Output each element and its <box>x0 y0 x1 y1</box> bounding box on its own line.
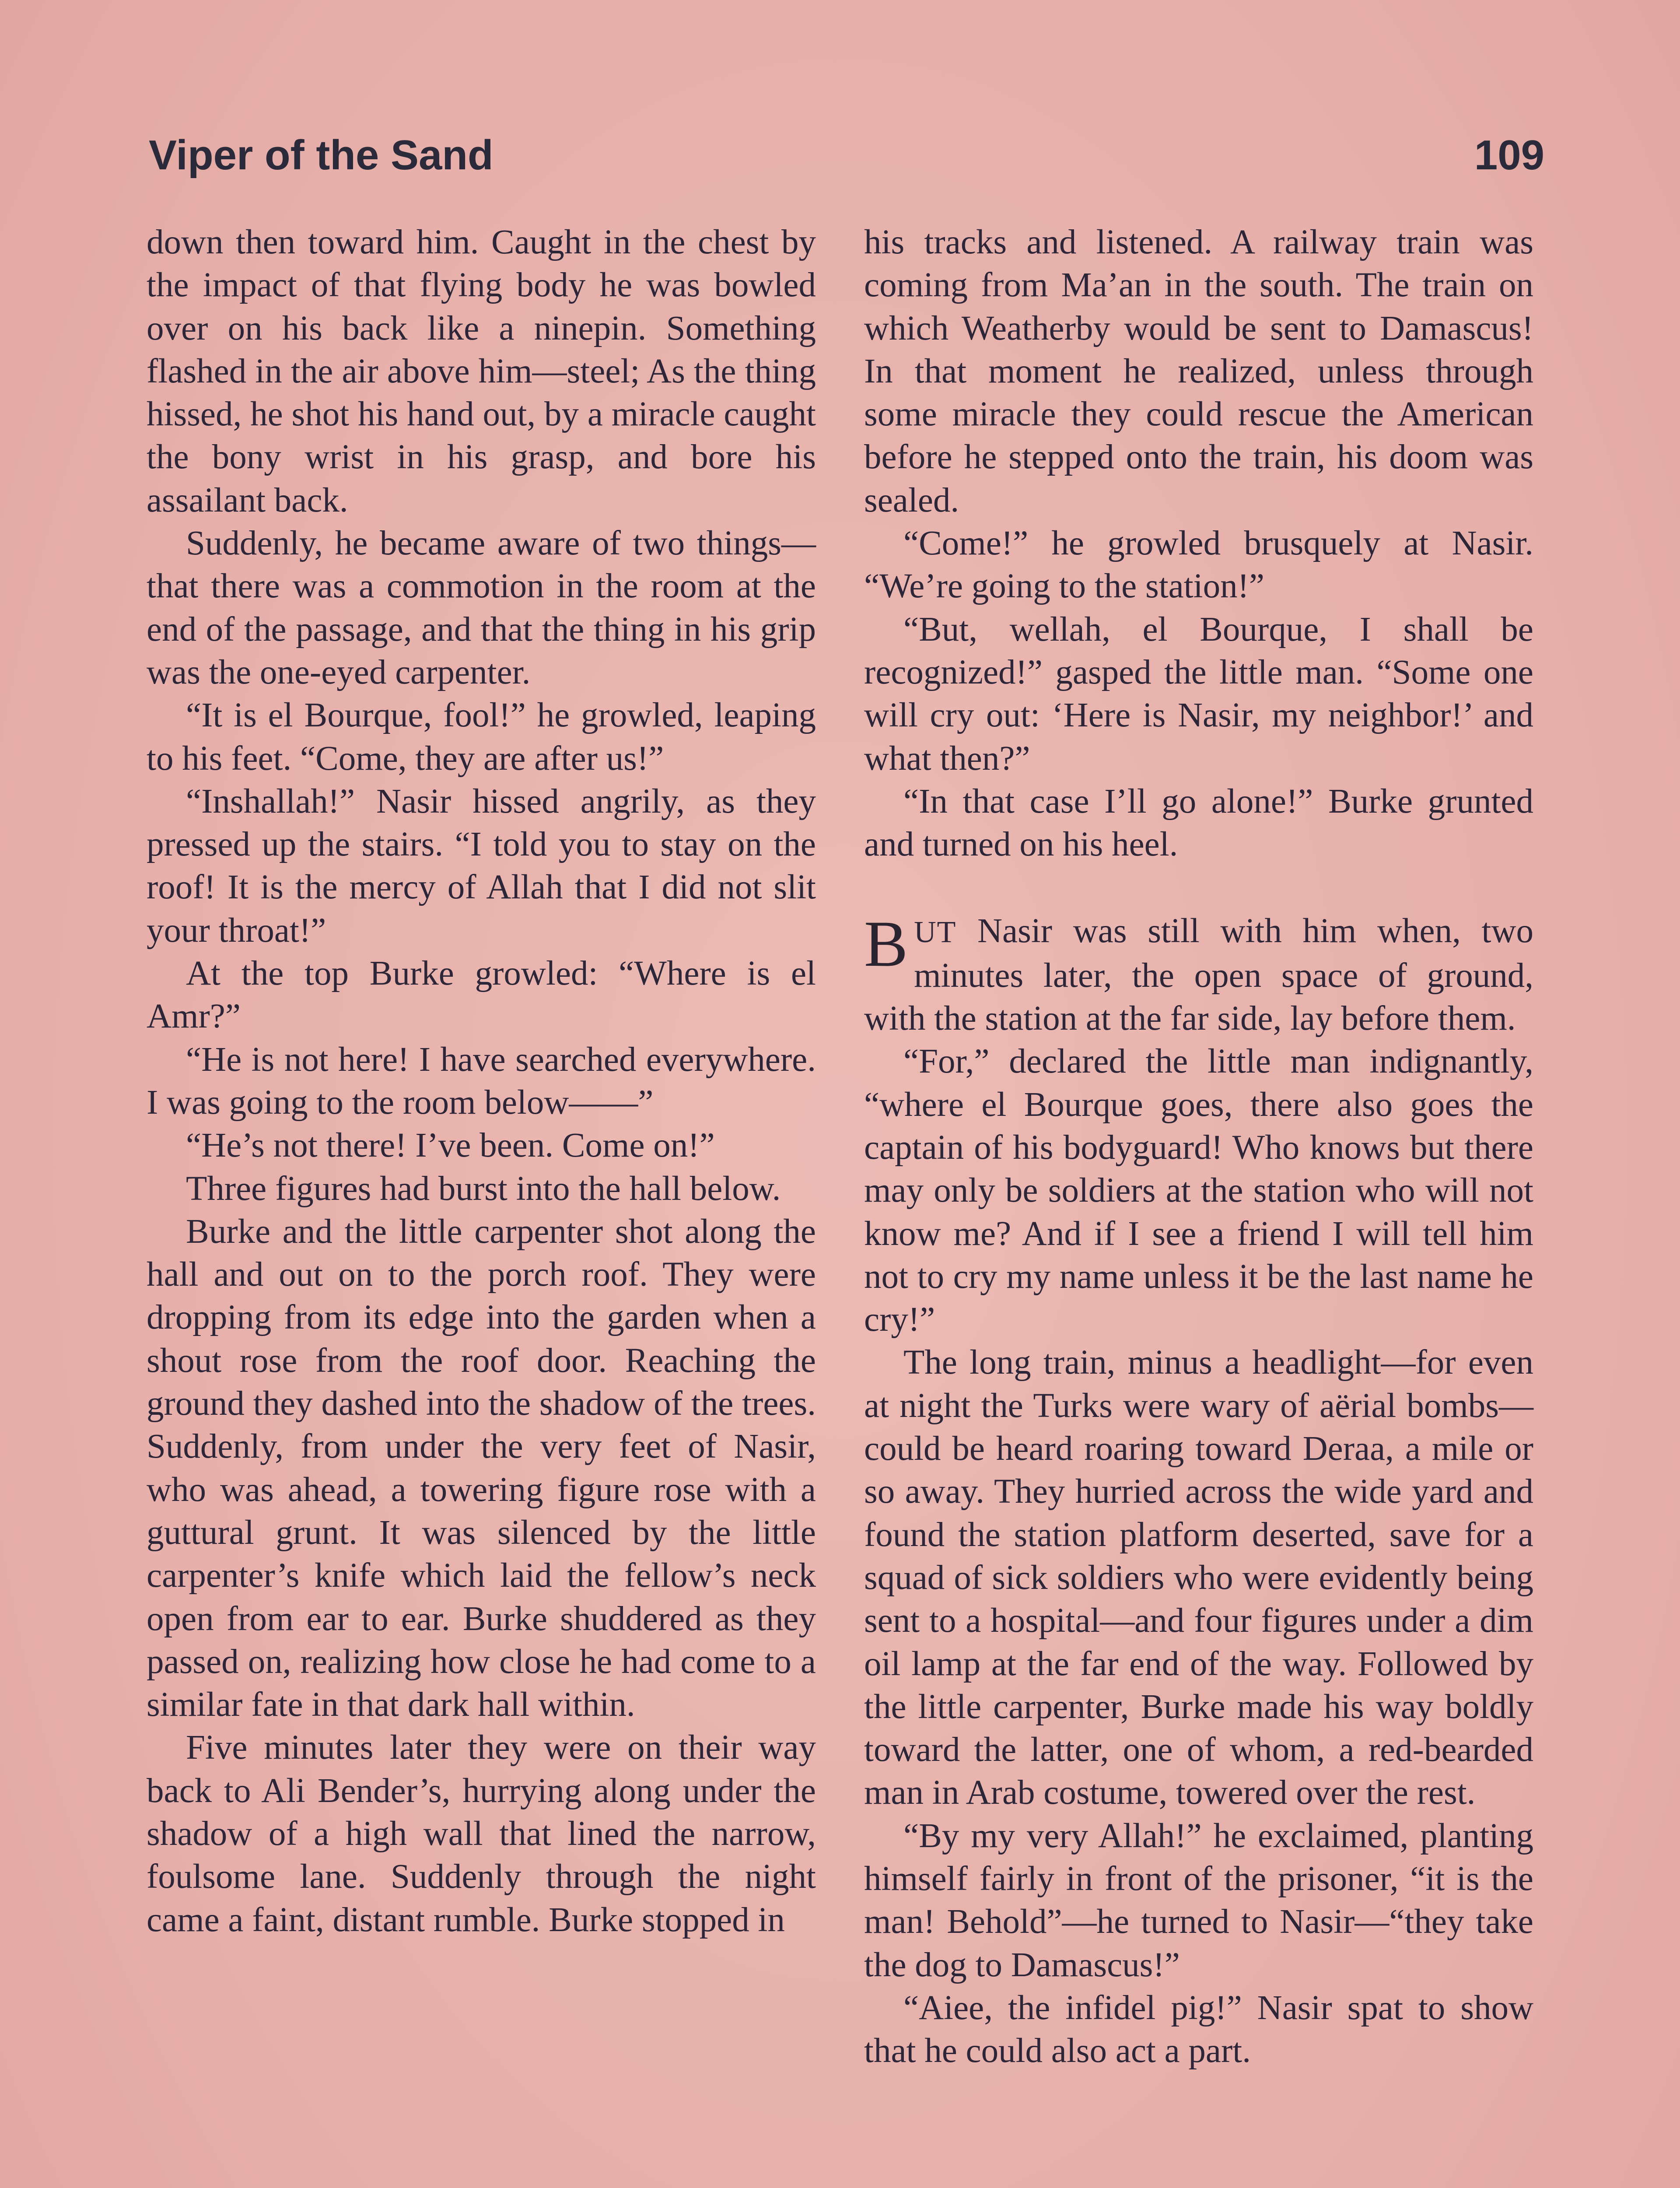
left-column <box>147 221 816 1942</box>
paragraph: down then toward him. Caught in the chest by the impact of that flying body he was bowled over on his back like a ninepin. Something flashed in the air above him—steel; As the thing hissed, he shot his hand out, by a miracle caught the bony wrist in his grasp, and bore his assailant back. <box>147 223 816 519</box>
paragraph: “By my very Allah!” he exclaimed, planting himself fairly in front of the prisoner, “it is the man! Behold”—he turned to Nasir—“they take the dog to Damascus!” <box>864 1816 1533 1984</box>
paragraph: Five minutes later they were on their way back to Ali Bender’s, hurrying along under the shadow of a high wall that lined the narrow, foulsome lane. Suddenly through the night came a faint, distant rumble. Burke stopped in <box>147 1729 816 1939</box>
paragraph: “It is el Bourque, fool!” he growled, leaping to his feet. “Come, they are after us!” <box>147 696 816 778</box>
paragraph: “Inshallah!” Nasir hissed angrily, as they pressed up the stairs. “I told you to stay on the roof! It is the mercy of Allah that I did not slit your throat!” <box>147 782 816 950</box>
section-break <box>864 866 1533 910</box>
paragraph: “Come!” he growled brusquely at Nasir. “We’re going to the station!” <box>864 524 1533 606</box>
dropcap-paragraph <box>864 910 1533 1040</box>
paragraph: “In that case I’ll go alone!” Burke grunted and turned on his heel. <box>864 782 1533 864</box>
page-number: 109 <box>1474 132 1544 179</box>
dropcap-paragraph-text: Nasir was still with him when, two minutes later, the open space of ground, with the station at the far side, lay before them. <box>864 912 1533 1038</box>
small-caps-text: UT <box>914 915 957 950</box>
paragraph: Burke and the little carpenter shot along the hall and out on to the porch roof. They were dropping from its edge into the garden when a shout rose from the roof door. Reaching the ground they dashed into the shadow of the trees. Suddenly, from under the very feet of Nasir, who was ahead, a towering figure rose with a guttural grunt. It was silenced by the little carpenter’s knife which laid the fellow’s neck open from ear to ear. Burke shuddered as they passed on, realizing how close he had come to a similar fate in that dark hall within. <box>147 1212 816 1724</box>
paragraph: The long train, minus a headlight—for even at night the Turks were wary of aërial bombs—could be heard roaring toward Deraa, a mile or so away. They hurried across the wide yard and found the station platform deserted, save for a squad of sick soldiers who were evidently being sent to a hospital—and four figures under a dim oil lamp at the far end of the way. Followed by the little carpenter, Burke made his way boldly toward the latter, one of whom, a red-bearded man in Arab costume, towered over the rest. <box>864 1343 1533 1812</box>
paragraph: “For,” declared the little man indignantly, “where el Bourque goes, there also goes the captain of his bodyguard! Who knows but there may only be soldiers at the station who will not know me? And if I see a friend I will tell him not to cry my name unless it be the last name he cry!” <box>864 1042 1533 1339</box>
right-column <box>864 221 1533 2072</box>
drop-cap: B <box>864 908 908 981</box>
paragraph: At the top Burke growled: “Where is el Amr?” <box>147 954 816 1036</box>
paragraph: “But, wellah, el Bourque, I shall be recognized!” gasped the little man. “Some one will cry out: ‘Here is Nasir, my neighbor!’ and what then?” <box>864 610 1533 778</box>
paragraph: Three figures had burst into the hall below. <box>186 1169 781 1208</box>
paragraph: “He’s not there! I’ve been. Come on!” <box>186 1126 715 1165</box>
paragraph: “Aiee, the infidel pig!” Nasir spat to show that he could also act a part. <box>864 1988 1533 2070</box>
paragraph: “He is not here! I have searched everywhere. I was going to the room below——” <box>147 1040 816 1122</box>
paragraph: his tracks and listened. A railway train was coming from Ma’an in the south. The train on which Weatherby would be sent to Damascus! In that moment he realized, unless through some miracle they could rescue the American before he stepped onto the train, his doom was sealed. <box>864 223 1533 519</box>
paragraph: Suddenly, he became aware of two things—that there was a commotion in the room at the end of the passage, and that the thing in his grip was the one-eyed carpenter. <box>147 524 816 691</box>
page-header <box>149 131 1544 188</box>
running-title: Viper of the Sand <box>149 132 494 179</box>
